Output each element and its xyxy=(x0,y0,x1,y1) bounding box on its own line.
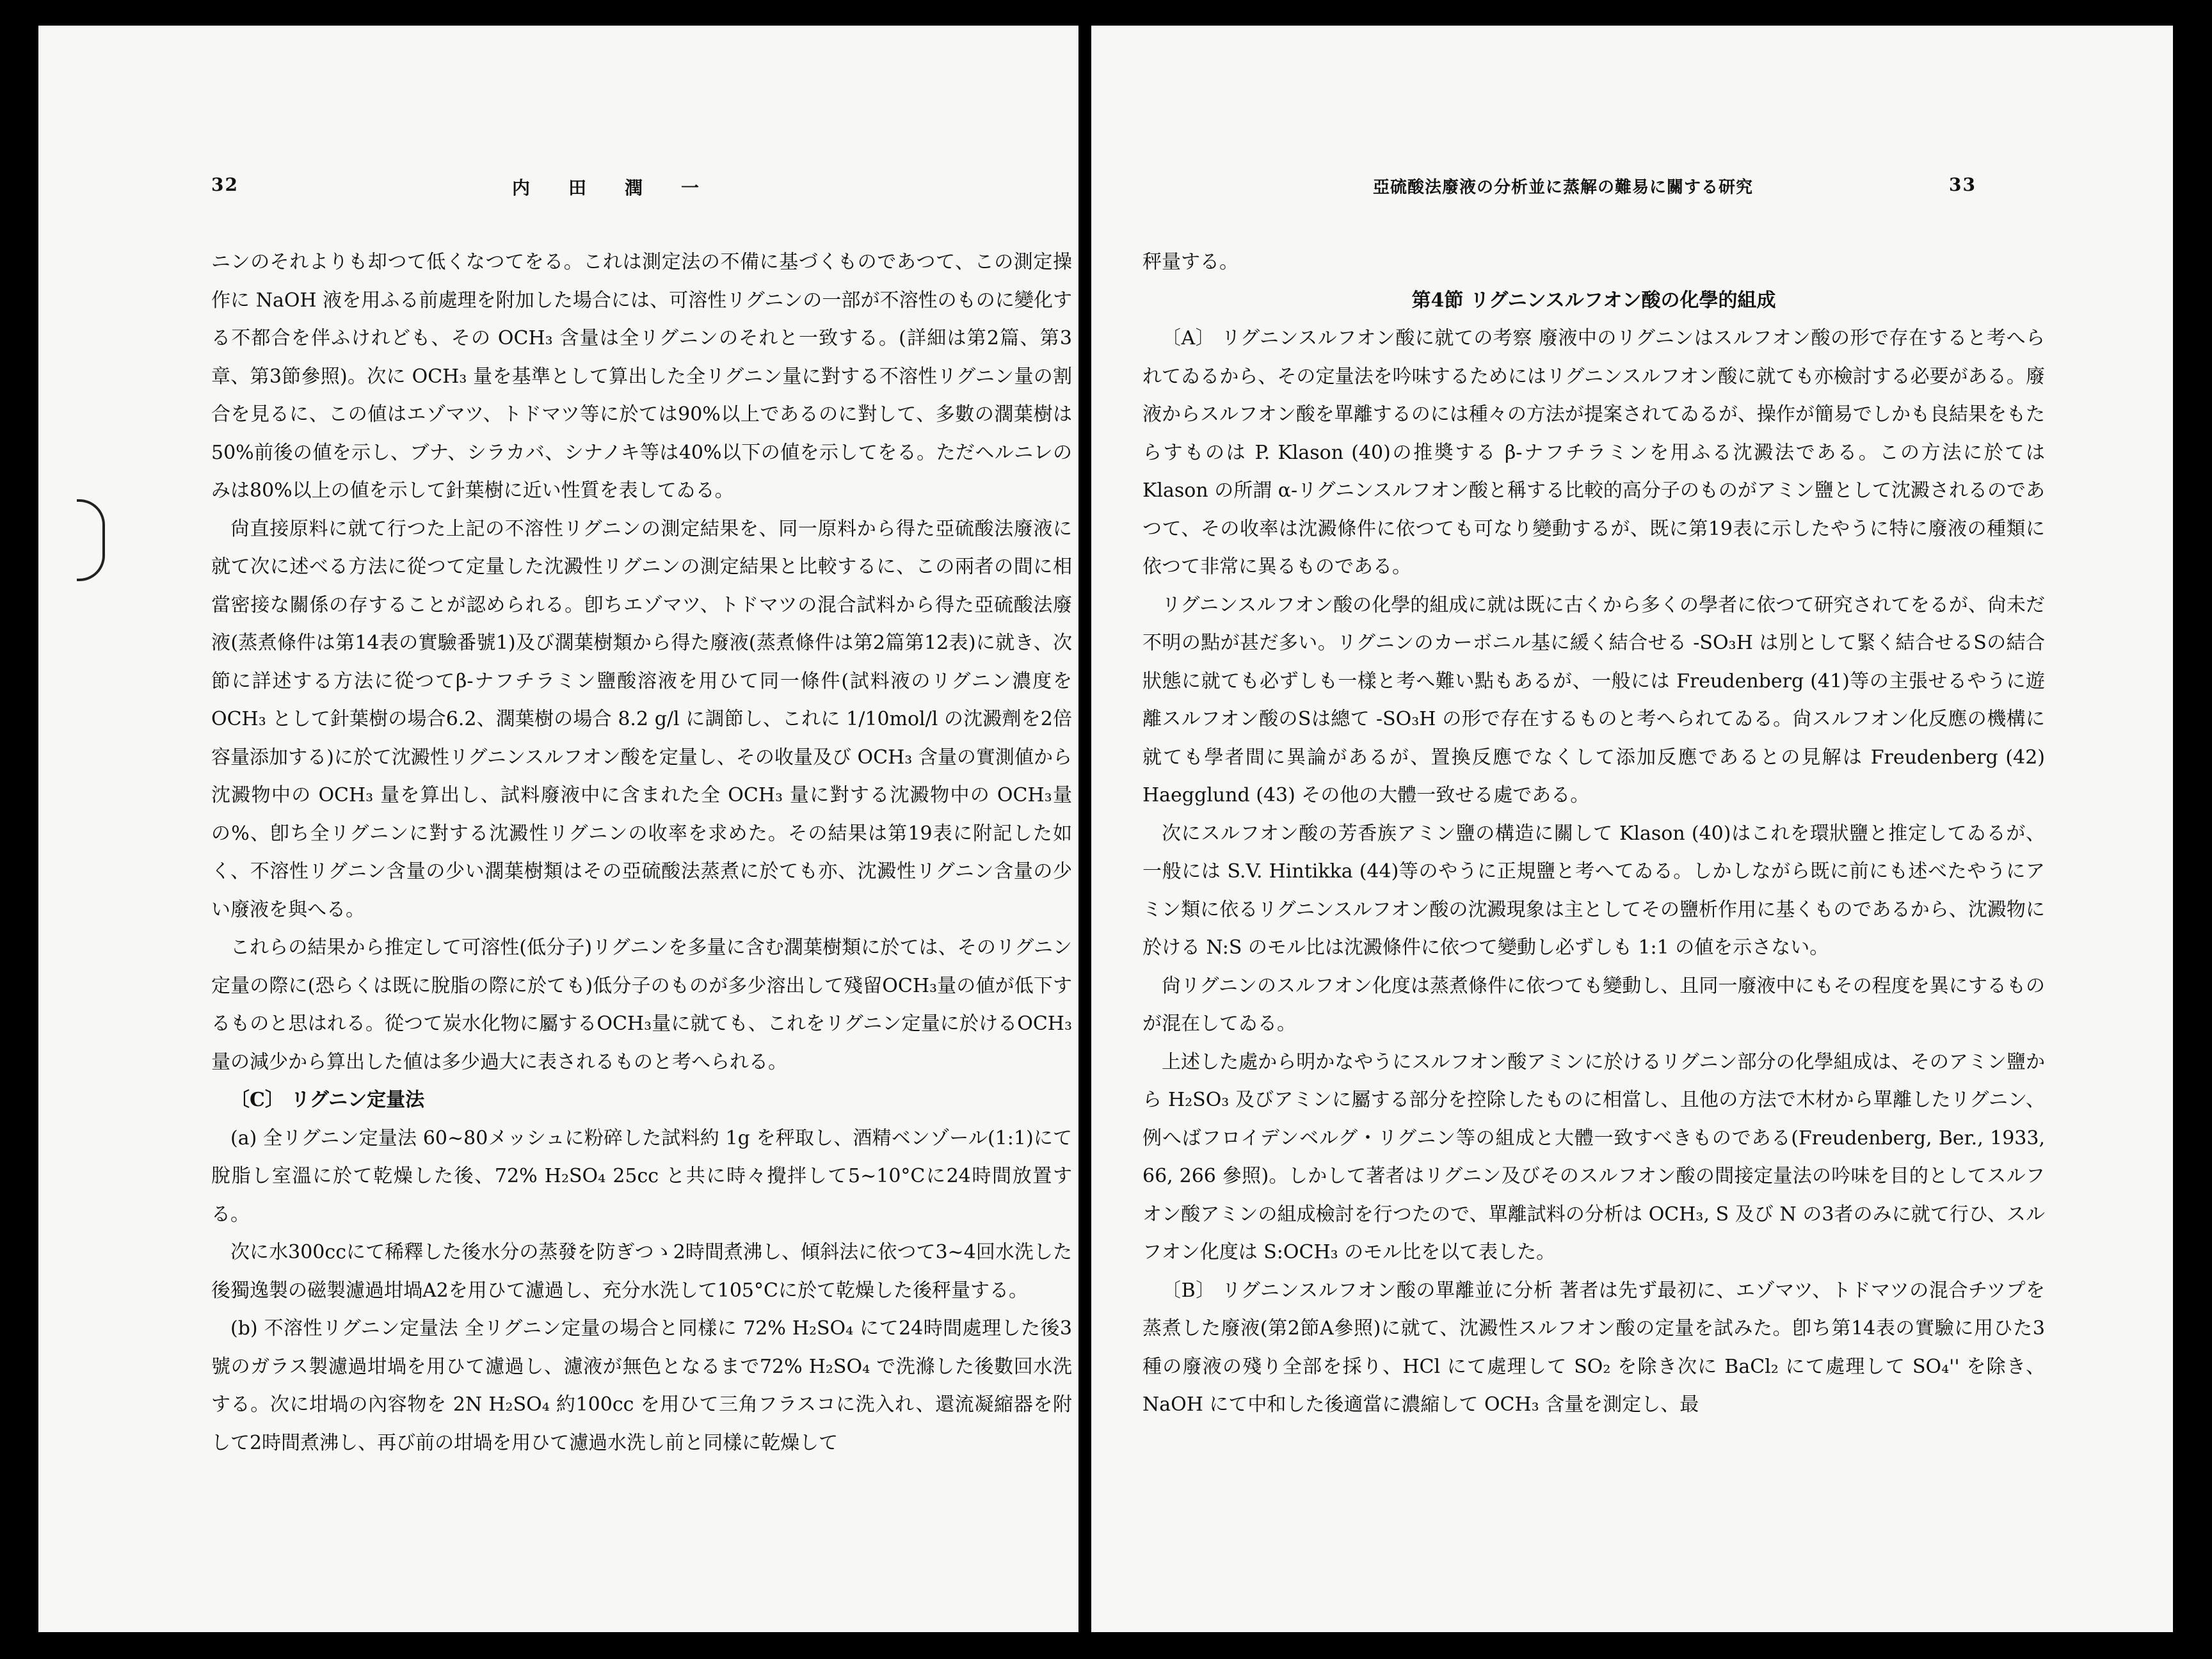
paragraph: 次に水300ccにて稀釋した後水分の蒸發を防ぎつゝ2時間煮沸し、傾斜法に依つて3~4回水洗した後獨逸製の磁製濾過坩堝A2を用ひて濾過し、充分水洗して105°Cに於て乾燥した後秤量する。 xyxy=(211,1241,1072,1302)
right-body-text xyxy=(1142,243,2045,1424)
paragraph: 秤量する。 xyxy=(1142,251,1238,273)
paragraph: 尙リグニンのスルフオン化度は蒸煮條件に依つても變動し、且同一廢液中にもその程度を異にするものが混在してゐる。 xyxy=(1142,974,2045,1035)
section-heading: 〔C〕 リグニン定量法 xyxy=(230,1089,425,1111)
paragraph: リグニンスルフオン酸の化學的組成に就は既に古くから多くの學者に依つて研究されてをるが、尙未だ不明の點が甚だ多い。リグニンのカーボニル基に緩く結合せる -SO₃H は別として緊く結合せるSの結合狀態に就ても必ずしも一樣と考へ難い點もあるが、一般には Freudenberg (41)等の主張せるやうに遊離スルフオン酸のSは總て -SO₃H の形で存在するものと考へられてゐる。尙スルフオン化反應の機構に就ても學者間に異論があるが、置換反應でなくして添加反應であるとの見解は Freudenberg (42) Haegglund (43) その他の大體一致せる處である。 xyxy=(1142,593,2045,806)
section-heading: 第4節 リグニンスルフオン酸の化學的組成 xyxy=(1411,289,1776,312)
right-running-title: 亞硫酸法廢液の分析並に蒸解の難易に關する研究 xyxy=(1373,178,1754,197)
margin-bracket-mark xyxy=(77,499,105,581)
paragraph: 〔A〕 リグニンスルフオン酸に就ての考察 廢液中のリグニンはスルフオン酸の形で存在すると考へられてゐるから、その定量法を吟味するためにはリグニンスルフオン酸に就ても亦檢討する必要がある。廢液からスルフオン酸を單離するのには種々の方法が提案されてゐるが、操作が簡易でしかも良結果をもたらすものは P. Klason (40)の推奬する β-ナフチラミンを用ふる沈澱法である。この方法に於ては Klason の所謂 α-リグニンスルフオン酸と稱する比較的高分子のものがアミン鹽として沈澱されるのであつて、その收率は沈澱條件に依つても可なり變動するが、既に第19表に示したやうに特に廢液の種類に依つて非常に異るものである。 xyxy=(1142,327,2045,578)
right-page xyxy=(1091,26,2173,1632)
paragraph: (a) 全リグニン定量法 60~80メッシュに粉碎した試料約 1g を秤取し、酒精ベンゾール(1:1)にて脫脂し室溫に於て乾燥した後、72% H₂SO₄ 25cc と共に時々攪拌して5~10°Cに24時間放置する。 xyxy=(211,1126,1072,1226)
right-page-number: 33 xyxy=(1949,174,1976,195)
paragraph: 尙直接原料に就て行つた上記の不溶性リグニンの測定結果を、同一原料から得た亞硫酸法廢液に就て次に述べる方法に從つて定量した沈澱性リグニンの測定結果と比較するに、この兩者の間に相當密接な關係の存することが認められる。卽ちエゾマツ、トドマツの混合試料から得た亞硫酸法廢液(蒸煮條件は第14表の實驗番號1)及び濶葉樹類から得た廢液(蒸煮條件は第2篇第12表)に就き、次節に詳述する方法に從つてβ-ナフチラミン鹽酸溶液を用ひて同一條件(試料液のリグニン濃度を OCH₃ として針葉樹の場合6.2、濶葉樹の場合 8.2 g/l に調節し、これに 1/10mol/l の沈澱劑を2倍容量添加する)に於て沈澱性リグニンスルフオン酸を定量し、その收量及び OCH₃ 含量の實測値から沈澱物中の OCH₃ 量を算出し、試料廢液中に含まれた全 OCH₃ 量に對する沈澱物中の OCH₃量の%、卽ち全リグニンに對する沈澱性リグニンの收率を求めた。その結果は第19表に附記した如く、不溶性リグニン含量の少い濶葉樹類はその亞硫酸法蒸煮に於ても亦、沈澱性リグニン含量の少い廢液を與へる。 xyxy=(211,517,1072,921)
paragraph: これらの結果から推定して可溶性(低分子)リグニンを多量に含む濶葉樹類に於ては、そのリグニン定量の際に(恐らくは既に脫脂の際に於ても)低分子のものが多少溶出して殘留OCH₃量の値が低下するものと思はれる。從つて炭水化物に屬するOCH₃量に就ても、これをリグニン定量に於けるOCH₃量の減少から算出した値は多少過大に表されるものと考へられる。 xyxy=(211,936,1072,1073)
paragraph: 〔B〕 リグニンスルフオン酸の單離並に分析 著者は先ず最初に、エゾマツ、トドマツの混合チツプを蒸煮した廢液(第2節A參照)に就て、沈澱性スルフオン酸の定量を試みた。卽ち第14表の實驗に用ひた3種の廢液の殘り全部を採り、HCl にて處理して SO₂ を除き次に BaCl₂ にて處理して SO₄'' を除き、NaOH にて中和した後適當に濃縮して OCH₃ 含量を測定し、最 xyxy=(1142,1279,2045,1416)
left-running-title: 内田潤一 xyxy=(512,177,738,198)
left-body-text xyxy=(211,243,1072,1462)
left-page xyxy=(38,26,1078,1632)
paragraph: 次にスルフオン酸の芳香族アミン鹽の構造に關して Klason (40)はこれを環狀鹽と推定してゐるが、一般には S.V. Hintikka (44)等のやうに正規鹽と考へてゐる。しかしながら既に前にも述べたやうにアミン類に依るリグニンスルフオン酸の沈澱現象は主としてその鹽析作用に基くものであるから、沈澱物に於ける N:S のモル比は沈澱條件に依つて變動し必ずしも 1:1 の値を示さない。 xyxy=(1142,822,2045,959)
paragraph: 上述した處から明かなやうにスルフオン酸アミンに於けるリグニン部分の化學組成は、そのアミン鹽から H₂SO₃ 及びアミンに屬する部分を控除したものに相當し、且他の方法で木材から單離したリグニン、例へばフロイデンベルグ・リグニン等の組成と大體一致すべきものである(Freudenberg, Ber., 1933, 66, 266 參照)。しかして著者はリグニン及びそのスルフオン酸の間接定量法の吟味を目的としてスルフオン酸アミンの組成檢討を行つたので、單離試料の分析は OCH₃, S 及び N の3者のみに就て行ひ、スルフオン化度は S:OCH₃ のモル比を以て表した。 xyxy=(1142,1050,2045,1263)
paragraph: ニンのそれよりも却つて低くなつてをる。これは測定法の不備に基づくものであつて、この測定操作に NaOH 液を用ふる前處理を附加した場合には、可溶性リグニンの一部が不溶性のものに變化する不都合を伴ふけれども、その OCH₃ 含量は全リグニンのそれと一致する。(詳細は第2篇、第3章、第3節參照)。次に OCH₃ 量を基準として算出した全リグニン量に對する不溶性リグニン量の割合を見るに、この値はエゾマツ、トドマツ等に於ては90%以上であるのに對して、多數の濶葉樹は50%前後の値を示し、ブナ、シラカバ、シナノキ等は40%以下の値を示してをる。ただヘルニレのみは80%以上の値を示して針葉樹に近い性質を表してゐる。 xyxy=(211,251,1072,502)
book-gutter xyxy=(1078,0,1091,1659)
left-page-number: 32 xyxy=(211,174,239,195)
paragraph: (b) 不溶性リグニン定量法 全リグニン定量の場合と同樣に 72% H₂SO₄ にて24時間處理した後3號のガラス製濾過坩堝を用ひて濾過し、濾液が無色となるまで72% H₂SO₄ で洗滌した後數回水洗する。次に坩堝の內容物を 2N H₂SO₄ 約100cc を用ひて三角フラスコに洗入れ、還流凝縮器を附して2時間煮沸し、再び前の坩堝を用ひて濾過水洗し前と同樣に乾燥して xyxy=(211,1317,1072,1454)
